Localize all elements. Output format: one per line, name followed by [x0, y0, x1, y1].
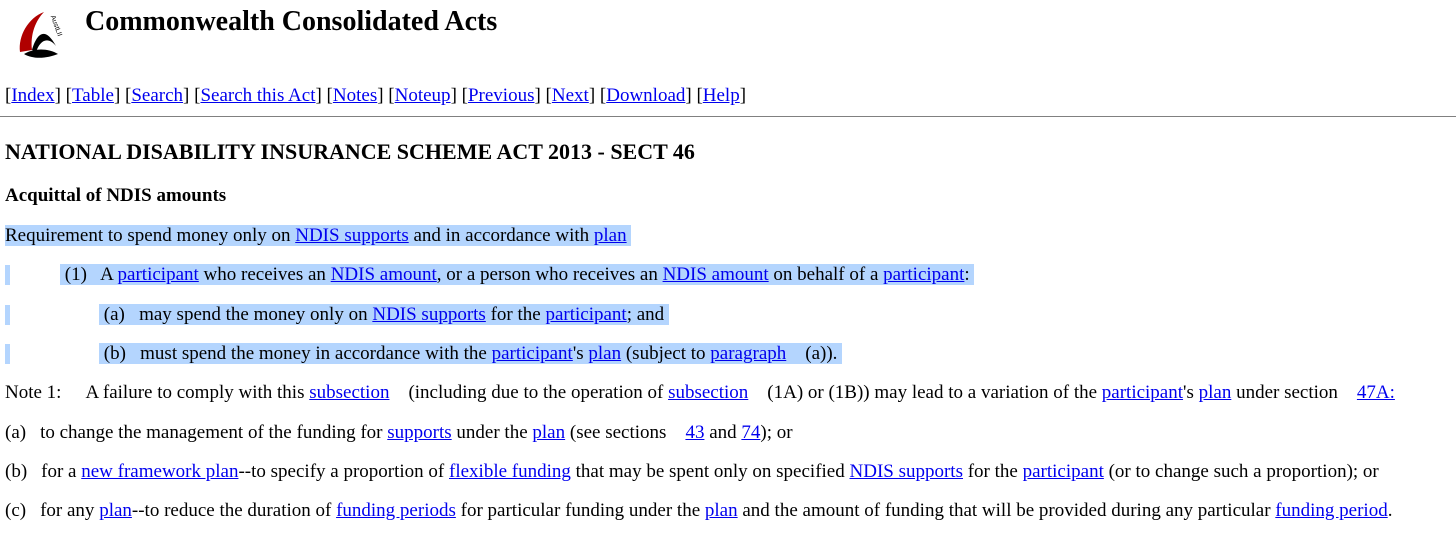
note-item-number: (b): [5, 461, 28, 482]
paragraph-number: (a): [103, 304, 125, 325]
plan-link[interactable]: plan: [99, 500, 132, 521]
section-47a-link[interactable]: 47A:: [1356, 382, 1395, 403]
note-item-number: (c): [5, 500, 27, 521]
section-74-link[interactable]: 74: [741, 422, 761, 443]
nav-notes-link[interactable]: Notes: [332, 85, 378, 106]
act-title: NATIONAL DISABILITY INSURANCE SCHEME ACT 2013 - SECT 46: [5, 139, 695, 164]
nav-table-link[interactable]: Table: [72, 85, 114, 106]
note-1: Note 1: A failure to comply with this subsection (including due to the operation of subsection (1A) or (1B)) may lead to a variation of the participant's plan under section 47A:: [5, 382, 1395, 403]
paragraph-a: (a) may spend the money only on NDIS supports for the participant; and: [99, 304, 669, 326]
act-navigation: [Index] [Table] [Search] [Search this Act] [Notes] [Noteup] [Previous] [Next] [Download] [Help]: [5, 85, 747, 106]
participant-link[interactable]: participant: [1101, 382, 1184, 403]
note-label: Note 1:: [5, 382, 62, 403]
funding-periods-link[interactable]: funding periods: [336, 500, 456, 521]
note-item-b: (b) for a new framework plan--to specify a proportion of flexible funding that may be spent only on specified NDIS supports for the participant (or to change such a proportion); or: [5, 461, 1379, 482]
site-title: Commonwealth Consolidated Acts: [85, 6, 498, 37]
nav-search-this-act-link[interactable]: Search this Act: [200, 85, 316, 106]
note-item-number: (a): [5, 422, 27, 443]
nav-help-link[interactable]: Help: [702, 85, 740, 106]
subsection-link[interactable]: subsection: [309, 382, 390, 403]
note-item-a: (a) to change the management of the funding for supports under the plan (see sections 43 and 74); or: [5, 422, 793, 443]
paragraph-b: (b) must spend the money in accordance with the participant's plan (subject to paragraph (a)).: [99, 343, 842, 365]
selection-marker: [5, 265, 10, 285]
note-item-c: (c) for any plan--to reduce the duration of funding periods for particular funding under the plan and the amount of funding that will be provided during any particular funding period.: [5, 500, 1393, 521]
ndis-amount-link[interactable]: NDIS amount: [330, 264, 437, 285]
nav-index-link[interactable]: Index: [11, 85, 55, 106]
nav-next-link[interactable]: Next: [551, 85, 589, 106]
subsection-link[interactable]: subsection: [668, 382, 749, 403]
plan-link[interactable]: plan: [532, 422, 566, 443]
nav-search-link[interactable]: Search: [131, 85, 184, 106]
logo-text: AustLII: [48, 14, 63, 38]
participant-link[interactable]: participant: [1022, 461, 1104, 482]
subsection-1: (1) A participant who receives an NDIS amount, or a person who receives an NDIS amount on behalf of a participant:: [60, 264, 974, 286]
ndis-supports-link[interactable]: NDIS supports: [372, 304, 486, 325]
nav-previous-link[interactable]: Previous: [467, 85, 535, 106]
horizontal-rule: [0, 116, 1456, 117]
participant-link[interactable]: participant: [117, 264, 199, 285]
nav-download-link[interactable]: Download: [606, 85, 686, 106]
plan-link[interactable]: plan: [1198, 382, 1232, 403]
paragraph-number: (b): [103, 343, 126, 364]
ndis-supports-link[interactable]: NDIS supports: [295, 225, 409, 246]
paragraph-link[interactable]: paragraph: [710, 343, 787, 364]
participant-link[interactable]: participant: [491, 343, 573, 364]
austlii-logo[interactable]: [14, 6, 70, 62]
section-43-link[interactable]: 43: [685, 422, 705, 443]
plan-link[interactable]: plan: [593, 225, 627, 246]
subsection-number: (1): [64, 264, 87, 285]
participant-link[interactable]: participant: [883, 264, 965, 285]
plan-link[interactable]: plan: [588, 343, 622, 364]
selection-marker: [5, 344, 10, 364]
flexible-funding-link[interactable]: flexible funding: [449, 461, 571, 482]
subheading: Requirement to spend money only on NDIS supports and in accordance with plan: [5, 225, 631, 247]
new-framework-plan-link[interactable]: new framework plan: [81, 461, 239, 482]
ndis-amount-link[interactable]: NDIS amount: [662, 264, 769, 285]
ndis-supports-link[interactable]: NDIS supports: [849, 461, 963, 482]
selection-marker: [5, 305, 10, 325]
nav-noteup-link[interactable]: Noteup: [394, 85, 451, 106]
section-heading: Acquittal of NDIS amounts: [5, 185, 227, 206]
participant-link[interactable]: participant: [545, 304, 627, 325]
funding-period-link[interactable]: funding period: [1275, 500, 1388, 521]
plan-link[interactable]: plan: [704, 500, 738, 521]
supports-link[interactable]: supports: [387, 422, 452, 443]
